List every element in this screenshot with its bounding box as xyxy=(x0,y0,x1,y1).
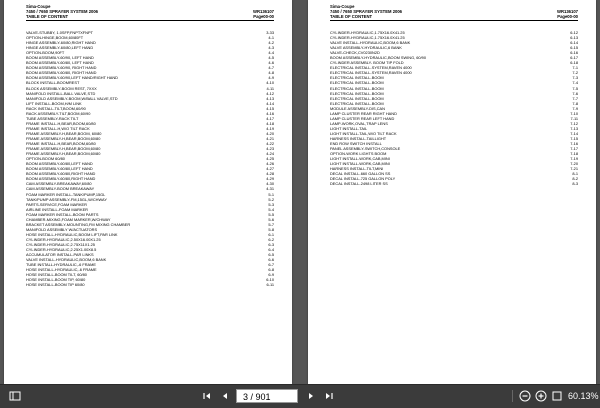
toc-entry-title: HOSE INSTALL-BOOM TIP 60/80 xyxy=(26,282,85,288)
toc-entry-page: 4-26 xyxy=(266,161,274,167)
toc-entry-title: ELECTRICAL INSTALL-BOOM xyxy=(330,75,384,81)
system-title: 7450 / 7650 SPRAYER SYSTEM 2006 xyxy=(26,9,99,14)
toc-entry-title: BLOCK INSTALL-BOOMREST xyxy=(26,80,80,86)
toc-entry-title: ELECTRICAL INSTALL-BOOM xyxy=(330,95,384,101)
toc-entry-title: VALVE ASSEMBLY-HYDRAULIC,6 BANK xyxy=(330,45,402,51)
page-ref: Page00-00 xyxy=(253,14,274,19)
toc-entry-page: 6-11 xyxy=(266,282,274,288)
toc-entry-page: 4-22 xyxy=(266,141,274,147)
toc-entry-page: 6-18 xyxy=(570,60,578,66)
toc-entry-title: CAM ASSEMBLY-BOOM BREAKAWAY xyxy=(26,186,95,192)
viewer-toolbar xyxy=(0,384,600,408)
toc-entry-page: 4-5 xyxy=(268,55,274,61)
toc-entry-title: MODULE ASSEMBLY-DIS,CAN xyxy=(330,105,385,111)
toc-entry-page: 4-12 xyxy=(266,90,274,96)
toc-entry-page: 4-17 xyxy=(266,115,274,121)
toc-entry-title: BRACKET ASSEMBLY-MOUNTING,FM MIXING CHAMBER xyxy=(26,221,131,227)
toc-entry-page: 4-25 xyxy=(266,156,274,162)
toc-entry-page: 5-8 xyxy=(268,226,274,232)
toc-entry-title: HOSE INSTALL-BOOM TIP, 60/80 xyxy=(26,277,86,283)
toc-entry-page: 4-16 xyxy=(266,110,274,116)
toc-entry-title: LIGHT INSTALL-TAIL,W/O TILT RACK xyxy=(330,130,397,136)
toc-entry-title: VALVE-CHECK,CV0230N2D xyxy=(330,50,380,56)
toc-entry-title: BOOM ASSEMBLY-60/80,RIGHT HAND xyxy=(26,176,96,182)
toc-entry-title: PARTS-SERVICE,FOAM MARKER xyxy=(26,201,87,207)
toc-entry-title: HINGE ASSEMBLY-60/80,LEFT HAND xyxy=(26,45,94,51)
toc-entry-title: FRAME INSTALL-H,BEAR,BOOM,60/80 xyxy=(26,141,96,147)
toc-entry-page: 7-9 xyxy=(572,105,578,111)
zoom-in-icon[interactable] xyxy=(534,389,548,403)
toc-entry-page: 5-7 xyxy=(268,221,274,227)
doc-code: WR136107 xyxy=(557,9,578,14)
toc-entry-page: 4-9 xyxy=(268,75,274,81)
toc-entry-page: 4-31 xyxy=(266,186,274,192)
toc-entry-title: CAM ASSEMBLY-BREAKAWAY,60/80 xyxy=(26,181,92,187)
toc-entry-page: 5-6 xyxy=(268,216,274,222)
toc-entry-title: BOOM ASSEMBLY-60/90, RIGHT HAND xyxy=(26,65,97,71)
toc-entry-page: 5-2 xyxy=(268,196,274,202)
toc-entry-page: 7-20 xyxy=(570,161,578,167)
toc-entry-page: 4-6 xyxy=(268,60,274,66)
toc-entry-page: 4-20 xyxy=(266,130,274,136)
toc-entry-title: FRAME ASSEMBLY-H,BEAR,BOOM,60/80 xyxy=(26,146,101,152)
toc-entry-page: 5-5 xyxy=(268,211,274,217)
toc-entry-page: 4-13 xyxy=(266,95,274,101)
toc-entry-page: 7-7 xyxy=(572,95,578,101)
toc-entry-title: HARNESS INSTALL-TILT,MINI xyxy=(330,166,384,172)
toc-entry-page: 7-12 xyxy=(570,120,578,126)
toc-entry-title: VALVE INSTALL-HYDRAULIC,BOOM,6 BANK xyxy=(330,40,411,46)
toc-entry-title: TUBE ASSEMBLY-RACK TILT xyxy=(26,115,79,121)
toc-entry-page: 6-7 xyxy=(268,262,274,268)
toc-entry-page: 6-1 xyxy=(268,231,274,237)
toc-entry-page: 4-1 xyxy=(268,35,274,41)
toc-entry-page: 6-17 xyxy=(570,55,578,61)
toc-entry-title: LIGHT INSTALL-TAIL xyxy=(330,125,368,131)
toc-entry-page: 6-14 xyxy=(570,40,578,46)
toc-entry-page: 7-14 xyxy=(570,130,578,136)
toc-list-left xyxy=(26,30,274,287)
toc-entry-title: OPTION-WORK LIGHTS BOOM xyxy=(330,151,387,157)
toc-entry-title: BOOM ASSEMBLY-60/90, LEFT HAND xyxy=(26,55,94,61)
toc-entry-title: RACK INSTALL-TILT,BOOM,60/90 xyxy=(26,105,86,111)
toc-entry-title: VALVE INSTALL-HYDRAULIC,BOOM,6 BANK xyxy=(26,257,107,263)
toc-entry-title: FRAME ASSEMBLY-H,BEAR,BOOM,60/80 xyxy=(26,151,101,157)
toc-entry-title: FRAME INSTALL-H,BEAR,BOOM,60/80 xyxy=(26,120,96,126)
document-page-left xyxy=(4,0,292,384)
toc-entry-page: 7-18 xyxy=(570,151,578,157)
toc-entry-page: 7-16 xyxy=(570,141,578,147)
toc-entry-title: ELECTRICAL INSTALL-BOOM xyxy=(330,90,384,96)
zoom-level[interactable]: 60.13% xyxy=(568,391,599,401)
toc-entry-page: 5-1 xyxy=(268,191,274,197)
toc-entry-page: 8-3 xyxy=(572,181,578,187)
toc-entry-page: 6-4 xyxy=(268,247,274,253)
toc-entry-page: 4-24 xyxy=(266,151,274,157)
toc-entry-page: 8-1 xyxy=(572,171,578,177)
toc-entry-page: 4-14 xyxy=(266,100,274,106)
toc-entry-page: 6-12 xyxy=(570,30,578,35)
toc-entry-title: TANK/PUMP ASSEMBLY-FM,15GL,W/CHWAY xyxy=(26,196,107,202)
toc-entry-page: 7-11 xyxy=(570,115,578,121)
toc-entry-page: 4-11 xyxy=(266,85,274,91)
toc-entry-page: 7-1 xyxy=(572,65,578,71)
doc-code: WR136107 xyxy=(253,9,274,14)
toc-entry-page: 6-9 xyxy=(268,272,274,278)
toc-entry-title: BLOCK ASSEMBLY-BOOM REST, 7XXX xyxy=(26,85,97,91)
toc-entry-title: VALVE-STUBBY, 1.0SFP,FNPTXFNPT xyxy=(26,30,93,35)
toc-entry-page: 7-2 xyxy=(572,70,578,76)
toc-entry-title: DECAL INSTALL-660 GALLON SS xyxy=(330,171,391,177)
toc-entry-title: HOSE INSTALL-BOOM TILT, 60/80 xyxy=(26,272,87,278)
toc-entry-title: BOOM ASSEMBLY-60/90,LEFT HAND/RIGHT HAND xyxy=(26,75,118,81)
toc-entry-title: CYLINDER-HYDRAULIC,2.25X1.00X8.5 xyxy=(26,247,97,253)
toc-entry-page: 4-3 xyxy=(268,45,274,51)
toc-entry-page: 4-2 xyxy=(268,40,274,46)
toc-entry-title: FOAM MARKER INSTALL-TANK/PUMP,15GL xyxy=(26,191,106,197)
toc-entry-title: DECAL INSTALL-2498 LITER SS xyxy=(330,181,388,187)
toc-entry-page: 6-5 xyxy=(268,252,274,258)
section-title: TABLE OF CONTENT xyxy=(330,14,373,19)
toc-entry-page: 7-6 xyxy=(572,90,578,96)
toc-entry-page: 7-21 xyxy=(570,166,578,172)
toc-entry-title: CYLINDER-HYDRAULIC,1.75X16.0X41.25 xyxy=(330,30,405,35)
zoom-out-icon[interactable] xyxy=(518,389,532,403)
toc-entry-title: FRAME ASSEMBLY-H,BEAR,BOOM,60/80 xyxy=(26,135,101,141)
toc-entry-page: 4-18 xyxy=(266,120,274,126)
toc-entry-page: 6-15 xyxy=(570,45,578,51)
document-page-right xyxy=(308,0,596,384)
toc-entry-title: FOAM MARKER INSTALL-BOOM PARTS xyxy=(26,211,99,217)
toc-entry-page: 6-3 xyxy=(268,241,274,247)
toc-entry-title: CYLINDER-HYDRAULIC,1.75X16.0X41.25 xyxy=(330,35,405,41)
toc-entry-title: PANEL ASSEMBLY-SWITCH,CONSOLE xyxy=(330,146,401,152)
toc-entry-page: 6-13 xyxy=(570,35,578,41)
toc-entry-title: LIGHT INSTALL-WORK,CAB,MINI xyxy=(330,161,390,167)
toc-entry-page: 3-33 xyxy=(266,30,274,35)
toc-entry-page: 6-16 xyxy=(570,50,578,56)
toc-entry-title: LAMP CLUSTER REAR RIGHT HAND xyxy=(330,110,397,116)
toc-entry-title: ELECTRICAL INSTALL-BOOM xyxy=(330,85,384,91)
toc-entry-page: 6-10 xyxy=(266,277,274,283)
toc-entry-page: 7-10 xyxy=(570,110,578,116)
toc-entry-page: 4-29 xyxy=(266,176,274,182)
toc-entry-title: CYLINDER-HYDRAULIC,2.75X11X1.25 xyxy=(26,241,95,247)
toc-entry-title: HOSE INSTALL-HYDRAULIC,-6 FRAME xyxy=(26,267,97,273)
toc-entry-page: 4-28 xyxy=(266,171,274,177)
toc-entry-page: 7-4 xyxy=(572,80,578,86)
toc-entry-title: CYLINDER-HYDRAULIC,2.50X16.00X1.25 xyxy=(26,236,101,242)
toolbar-divider xyxy=(512,390,513,402)
toc-entry-title: MANIFOLD ASSEMBLY W/ACTUATORS xyxy=(26,226,98,232)
toc-entry-page: 4-19 xyxy=(266,125,274,131)
toc-entry-title: BOOM ASSEMBLY-HYDRAULIC,BOOM SWING, 60/90 xyxy=(330,55,426,61)
toc-entry-title: BOOM ASSEMBLY-60/80,LEFT HAND xyxy=(26,161,93,167)
toc-entry-title: OPTION-BOOM,90FT xyxy=(26,50,65,56)
toc-entry-title: OPTION-BOOM 60/80 xyxy=(26,156,65,162)
next-page-icon[interactable] xyxy=(304,389,318,403)
toc-entry-page: 7-15 xyxy=(570,135,578,141)
toc-entry-title: ELECTRICAL INSTALL-BOOM xyxy=(330,100,384,106)
toc-entry-title: LAMP CLUSTER REAR LEFT HAND xyxy=(330,115,395,121)
toc-entry-page: 4-23 xyxy=(266,146,274,152)
toc-entry-title: BOOM ASSEMBLY-60/80,RIGHT HAND xyxy=(26,171,96,177)
toc-entry-page: 4-8 xyxy=(268,70,274,76)
sidebar-toggle-icon[interactable] xyxy=(8,389,22,403)
toc-entry-title: LIGHT INSTALL-WORK,CAB,MINI xyxy=(330,156,390,162)
toc-entry-page: 6-8 xyxy=(268,267,274,273)
page-ref: Page00-00 xyxy=(557,14,578,19)
toc-entry-title: CHAMBER-MIXING,FOAM MARKER,W/CHWAY xyxy=(26,216,111,222)
toc-entry-title: AIRLINE INSTALL-FOAM MARKER xyxy=(26,206,88,212)
toc-entry-page: 4-7 xyxy=(268,65,274,71)
toc-entry-page: 4-4 xyxy=(268,50,274,56)
page-header xyxy=(26,4,274,21)
toc-entry-title: FRAME INSTALL-H,W/O TILT RACK xyxy=(26,125,90,131)
toc-entry-page: 4-21 xyxy=(266,135,274,141)
header-divider xyxy=(330,20,578,21)
toc-entry-title: BOOM ASSEMBLY-60/80, LEFT HAND xyxy=(26,60,94,66)
toc-entry-title: MANIFOLD INSTALL-BALL VALVE,STD xyxy=(26,90,96,96)
toc-entry-title: RACK ASSEMBLY-TILT,BOOM,60/90 xyxy=(26,110,91,116)
toc-entry-page: 6-2 xyxy=(268,236,274,242)
toc-entry-page: 7-5 xyxy=(572,85,578,91)
fit-page-icon[interactable] xyxy=(550,389,564,403)
toc-entry-title: LAMP-WORK,OVAL,TRAP LENS xyxy=(330,120,388,126)
toc-entry-title: LIFT INSTALL-BOOM,H/M LINK xyxy=(26,100,82,106)
toc-entry-title: ELECTRICAL INSTALL-SYSTEM,RAVEN 4000 xyxy=(330,65,412,71)
toc-entry-page: 7-17 xyxy=(570,146,578,152)
toc-entry-title: FRAME ASSEMBLY-H,BEAR,BOOM, 60/80 xyxy=(26,130,102,136)
toc-entry-title: OPTION-HINGE,BOOM,60/80FT xyxy=(26,35,84,41)
toc-entry-title: TUBE INSTALL-HYDRAULIC,-6 FRAME xyxy=(26,262,96,268)
toc-entry-page: 7-13 xyxy=(570,125,578,131)
toc-entry-page: 5-4 xyxy=(268,206,274,212)
toc-entry-page: 7-3 xyxy=(572,75,578,81)
toc-entry-page: 4-30 xyxy=(266,181,274,187)
product-name: Sima-Coupe xyxy=(26,4,51,9)
product-name: Sima-Coupe xyxy=(330,4,355,9)
section-title: TABLE OF CONTENT xyxy=(26,14,69,19)
toc-entry-page: 4-27 xyxy=(266,166,274,172)
last-page-icon[interactable] xyxy=(322,389,336,403)
toc-entry-title: ELECTRICAL INSTALL-SYSTEM,RAVEN 4000 xyxy=(330,70,412,76)
toc-entry-page: 7-8 xyxy=(572,100,578,106)
toc-entry-title: DECAL INSTALL-725 GALLON POLY xyxy=(330,176,396,182)
previous-page-icon[interactable] xyxy=(218,389,232,403)
toc-entry[interactable] xyxy=(26,282,274,287)
toc-entry-page: 5-3 xyxy=(268,201,274,207)
toc-entry-page: 8-2 xyxy=(572,176,578,182)
toc-entry-title: BOOM ASSEMBLY-60/80, RIGHT HAND xyxy=(26,70,97,76)
toc-entry-title: CYLINDER ASSEMBLY- BOOM TIP FOLD xyxy=(330,60,404,66)
toc-entry-title: HOSE INSTALL-HYDRAULIC,BOOM LIFT,PAR LINK xyxy=(26,231,118,237)
toc-entry-title: HINGE ASSEMBLY-60/80,RIGHT HAND xyxy=(26,40,96,46)
toc-entry-page: 7-19 xyxy=(570,156,578,162)
toc-entry-title: ELECTRICAL INSTALL-BOOM xyxy=(330,80,384,86)
toc-entry-page: 6-6 xyxy=(268,257,274,263)
page-header xyxy=(330,4,578,21)
toc-entry-title: ACCUMULATOR INSTALL-PAR LINKS xyxy=(26,252,94,258)
header-divider xyxy=(26,20,274,21)
toc-entry-title: HARNESS INSTALL-TAILLIGHT xyxy=(330,135,387,141)
first-page-icon[interactable] xyxy=(200,389,214,403)
toc-entry-title: MANIFOLD ASSEMBLY-BOOM,W/BALL VALVE,STD xyxy=(26,95,118,101)
toc-list-right xyxy=(330,30,578,186)
system-title: 7450 / 7650 SPRAYER SYSTEM 2006 xyxy=(330,9,403,14)
toc-entry-page: 4-15 xyxy=(266,105,274,111)
toc-entry[interactable] xyxy=(330,181,578,186)
page-number-input[interactable]: 3 / 901 xyxy=(236,389,298,403)
toc-entry-title: BOOM ASSEMBLY-60/80,LEFT HAND xyxy=(26,166,93,172)
toc-entry-title: END ROW SWITCH INSTALL xyxy=(330,141,382,147)
toc-entry-page: 4-10 xyxy=(266,80,274,86)
